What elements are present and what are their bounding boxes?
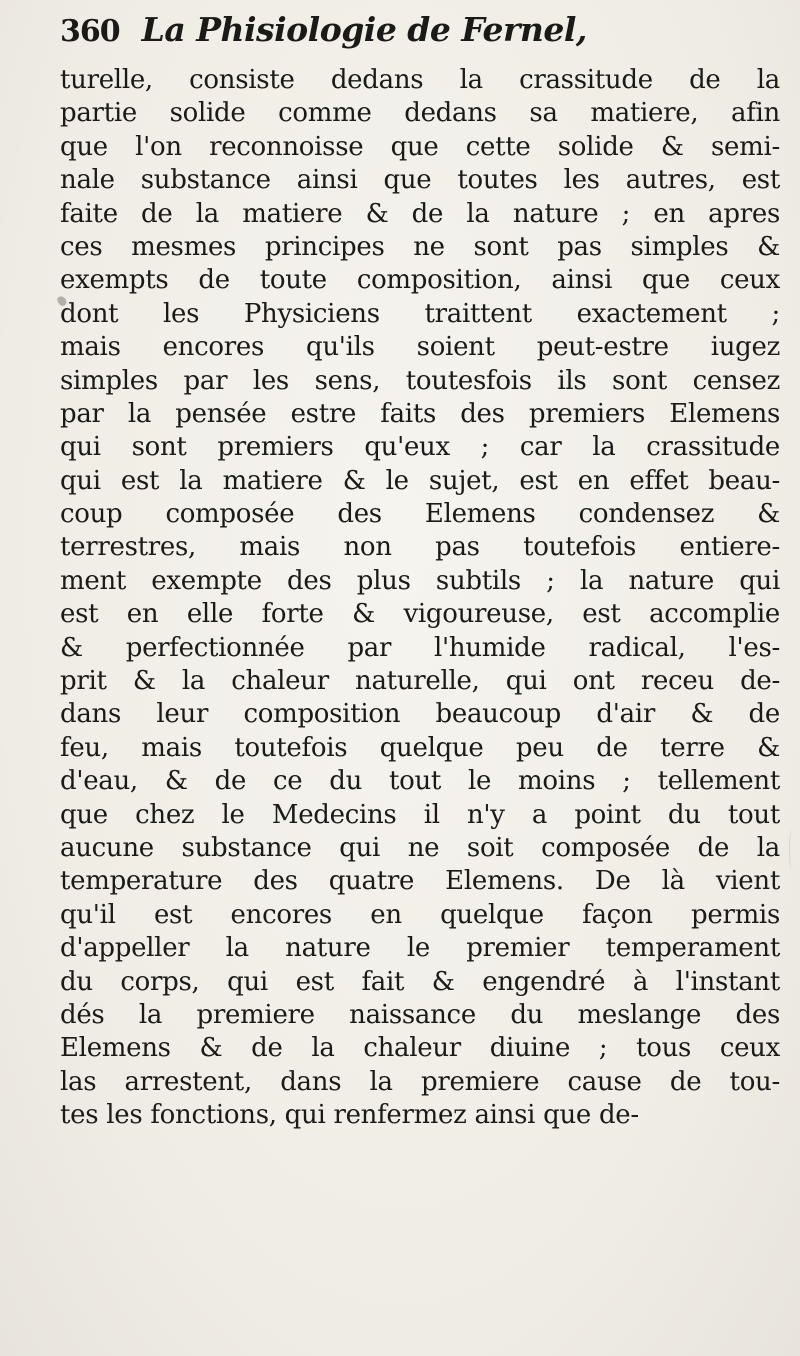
text-line: mais encores qu'ils soient peut-estre iugez — [60, 332, 780, 363]
page-number: 360 — [60, 14, 120, 49]
text-line: d'appeller la nature le premier temperament — [60, 933, 780, 964]
text-line: par la pensée estre faits des premiers Elemens — [60, 398, 780, 429]
text-line: dés la premiere naissance du meslange des — [60, 999, 780, 1030]
text-line: Elemens & de la chaleur diuine ; tous ceux — [60, 1033, 780, 1064]
text-line: turelle, consiste dedans la crassitude de la — [60, 65, 780, 95]
text-line: aucune substance qui ne soit composée de la — [60, 832, 780, 863]
text-line: nale substance ainsi que toutes les autres, est — [60, 165, 780, 196]
text-line: est en elle forte & vigoureuse, est accomplie — [60, 599, 780, 630]
text-line: dans leur composition beaucoup d'air & de — [60, 699, 780, 730]
body-text — [60, 64, 780, 1133]
text-line: feu, mais toutefois quelque peu de terre & — [60, 732, 780, 763]
text-line: qui est la matiere & le sujet, est en effet beau- — [60, 465, 780, 496]
text-line: tes les fonctions, qui renfermez ainsi que de- — [60, 1100, 639, 1131]
running-title: La Phisiologie de Fernel, — [141, 10, 587, 49]
page-edge-mark — [789, 830, 794, 870]
text-line: dont les Physiciens traittent exactement ; — [60, 298, 780, 329]
text-line: ment exempte des plus subtils ; la nature qui — [60, 565, 780, 596]
text-line: du corps, qui est fait & engendré à l'instant — [60, 966, 780, 997]
text-line: simples par les sens, toutesfois ils sont censez — [60, 365, 780, 396]
text-line: qui sont premiers qu'eux ; car la crassitude — [60, 432, 780, 463]
text-line: qu'il est encores en quelque façon permis — [60, 899, 780, 930]
text-line: d'eau, & de ce du tout le moins ; tellement — [60, 766, 780, 797]
text-line: partie solide comme dedans sa matiere, afin — [60, 98, 780, 129]
text-line: & perfectionnée par l'humide radical, l'es- — [60, 632, 780, 663]
text-line: que chez le Medecins il n'y a point du tout — [60, 799, 780, 830]
text-line: faite de la matiere & de la nature ; en apres — [60, 198, 780, 229]
text-line: exempts de toute composition, ainsi que ceux — [60, 265, 780, 296]
text-line: prit & la chaleur naturelle, qui ont receu de- — [60, 666, 780, 697]
text-line: terrestres, mais non pas toutefois entiere- — [60, 532, 780, 563]
page-header — [60, 10, 587, 66]
text-line: coup composée des Elemens condensez & — [60, 499, 780, 530]
text-line: ces mesmes principes ne sont pas simples & — [60, 231, 780, 262]
text-line: las arrestent, dans la premiere cause de tou- — [60, 1066, 780, 1097]
text-line: que l'on reconnoisse que cette solide & semi- — [60, 131, 780, 162]
text-line: temperature des quatre Elemens. De là vient — [60, 866, 780, 897]
